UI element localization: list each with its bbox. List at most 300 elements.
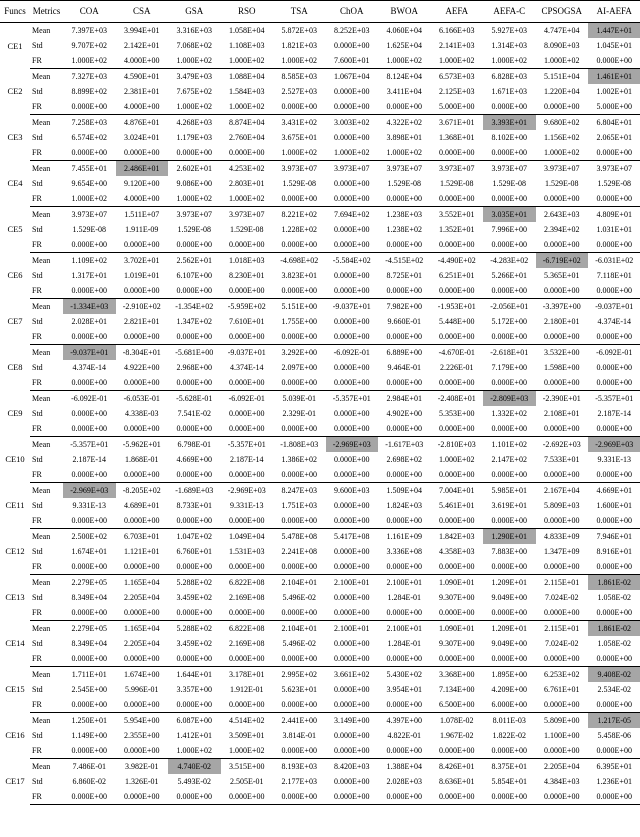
value-cell: 0.000E+00 xyxy=(431,743,484,759)
value-cell: 0.000E+00 xyxy=(326,789,379,805)
value-cell: 8.585E+03 xyxy=(281,71,317,81)
value-cell: -5.357E+01 xyxy=(70,439,109,449)
value-cell: 2.187E-14 xyxy=(229,454,264,464)
value-cell: 2.177E+03 xyxy=(281,776,317,786)
table-row xyxy=(0,176,640,191)
value-cell: 0.000E+00 xyxy=(273,237,326,253)
value-cell: 0.000E+00 xyxy=(116,513,169,529)
value-cell: 5.288E+02 xyxy=(176,577,212,587)
value-cell: 2.760E+04 xyxy=(229,132,265,142)
value-cell: 0.000E+00 xyxy=(229,408,265,418)
value-cell: 5.809E+00 xyxy=(544,715,580,725)
value-cell: -9.037E+01 xyxy=(332,301,371,311)
value-cell: 0.000E+00 xyxy=(326,283,379,299)
value-cell: 1.674E+00 xyxy=(124,669,160,679)
value-cell: 5.430E+02 xyxy=(386,669,422,679)
metric-name-cell: Std xyxy=(32,86,43,96)
value-cell: 1.090E+01 xyxy=(439,577,475,587)
metric-name-cell: FR xyxy=(30,513,63,529)
value-cell: 0.000E+00 xyxy=(431,237,484,253)
value-cell: 2.821E+01 xyxy=(124,316,160,326)
value-cell: 0.000E+00 xyxy=(431,145,484,161)
metric-name-cell: Mean xyxy=(32,209,51,219)
value-cell: -5.357E+01 xyxy=(332,393,371,403)
value-cell: 7.694E+02 xyxy=(334,209,370,219)
value-cell: 0.000E+00 xyxy=(536,421,589,437)
value-cell: 0.000E+00 xyxy=(63,697,116,713)
value-cell: 2.065E+01 xyxy=(596,132,632,142)
function-name-cell: CE5 xyxy=(7,224,23,235)
value-cell: 1.529E-08 xyxy=(72,224,107,234)
value-cell: 1.058E-02 xyxy=(597,638,632,648)
value-cell: 8.102E+00 xyxy=(491,132,527,142)
value-cell: 2.100E+01 xyxy=(386,577,422,587)
metric-name-cell: Std xyxy=(32,546,43,556)
value-cell: 0.000E+00 xyxy=(334,730,370,740)
value-cell: 0.000E+00 xyxy=(334,454,370,464)
value-cell: 0.000E+00 xyxy=(116,743,169,759)
value-cell: 0.000E+00 xyxy=(536,191,589,207)
value-cell: 1.332E+02 xyxy=(491,408,527,418)
value-cell: 1.317E+01 xyxy=(71,270,107,280)
value-cell: 3.982E-01 xyxy=(124,761,159,771)
column-header: GSA xyxy=(168,1,221,23)
value-cell: -5.681E+00 xyxy=(175,347,214,357)
table-row xyxy=(0,621,640,637)
value-cell: 0.000E+00 xyxy=(326,191,379,207)
value-cell: 4.374E-14 xyxy=(72,362,107,372)
value-cell: 7.675E+02 xyxy=(176,86,212,96)
table-row xyxy=(0,605,640,621)
value-cell: 2.108E+01 xyxy=(544,408,580,418)
function-name-cell: CE2 xyxy=(7,86,23,97)
value-cell: 1.895E+00 xyxy=(491,669,527,679)
value-cell: 0.000E+00 xyxy=(221,375,274,391)
best-value-cell: -9.037E+01 xyxy=(63,345,116,361)
value-cell: 2.279E+05 xyxy=(71,577,107,587)
value-cell: 2.643E+03 xyxy=(544,209,580,219)
value-cell: 3.552E+01 xyxy=(439,209,475,219)
column-header: Metrics xyxy=(30,1,63,23)
value-cell: 0.000E+00 xyxy=(116,789,169,805)
value-cell: 7.541E-02 xyxy=(177,408,212,418)
table-row xyxy=(0,23,640,39)
value-cell: 7.946E+01 xyxy=(596,531,632,541)
value-cell: 5.954E+00 xyxy=(124,715,160,725)
best-value-cell: 1.461E+01 xyxy=(588,69,640,85)
value-cell: 0.000E+00 xyxy=(63,559,116,575)
value-cell: 9.707E+02 xyxy=(71,40,107,50)
value-cell: 1.347E+09 xyxy=(544,546,580,556)
value-cell: 2.205E+04 xyxy=(124,592,160,602)
value-cell: 1.031E+01 xyxy=(596,224,632,234)
table-row xyxy=(0,207,640,223)
value-cell: 0.000E+00 xyxy=(63,283,116,299)
value-cell: 0.000E+00 xyxy=(326,467,379,483)
value-cell: 4.902E+00 xyxy=(386,408,422,418)
metric-name-cell: FR xyxy=(30,145,63,161)
value-cell: 9.049E+00 xyxy=(491,592,527,602)
table-row xyxy=(0,467,640,483)
value-cell: 0.000E+00 xyxy=(63,605,116,621)
value-cell: 3.149E+00 xyxy=(334,715,370,725)
value-cell: 1.149E+00 xyxy=(71,730,107,740)
value-cell: 1.531E+03 xyxy=(229,546,265,556)
value-cell: -5.584E+02 xyxy=(332,255,371,265)
value-cell: 4.876E+01 xyxy=(124,117,160,127)
metric-name-cell: Std xyxy=(32,362,43,372)
value-cell: 3.178E+01 xyxy=(229,669,265,679)
value-cell: 1.352E+01 xyxy=(439,224,475,234)
value-cell: 0.000E+00 xyxy=(483,467,536,483)
table-row xyxy=(0,314,640,329)
value-cell: 0.000E+00 xyxy=(431,559,484,575)
value-cell: 2.505E-01 xyxy=(229,776,264,786)
value-cell: 0.000E+00 xyxy=(168,789,221,805)
table-row xyxy=(0,391,640,407)
value-cell: 9.086E+00 xyxy=(176,178,212,188)
table-row xyxy=(0,483,640,499)
value-cell: 3.336E+08 xyxy=(386,546,422,556)
value-cell: -5.357E+01 xyxy=(227,439,266,449)
function-name-cell: CE4 xyxy=(7,178,23,189)
value-cell: 5.000E+00 xyxy=(588,99,640,115)
value-cell: 4.322E+02 xyxy=(386,117,422,127)
value-cell: 0.000E+00 xyxy=(168,651,221,667)
value-cell: -4.515E+02 xyxy=(385,255,424,265)
value-cell: 0.000E+00 xyxy=(334,270,370,280)
value-cell: 9.600E+03 xyxy=(334,485,370,495)
value-cell: 3.459E+02 xyxy=(176,638,212,648)
column-header: COA xyxy=(63,1,116,23)
column-header: CPSOGSA xyxy=(536,1,589,23)
value-cell: -1.617E+03 xyxy=(385,439,424,449)
value-cell: 3.509E+01 xyxy=(229,730,265,740)
metric-name-cell: Std xyxy=(32,408,43,418)
table-row xyxy=(0,84,640,99)
value-cell: 1.284E-01 xyxy=(387,592,422,602)
column-header: AEFA-C xyxy=(483,1,536,23)
table-row xyxy=(0,191,640,207)
value-cell: 3.661E+02 xyxy=(334,669,370,679)
value-cell: 8.011E-03 xyxy=(492,715,526,725)
table-body xyxy=(0,23,640,805)
value-cell: 1.674E+01 xyxy=(71,546,107,556)
value-cell: -5.628E-01 xyxy=(176,393,213,403)
metric-name-cell: FR xyxy=(30,283,63,299)
value-cell: 0.000E+00 xyxy=(273,283,326,299)
value-cell: 1.824E+03 xyxy=(386,500,422,510)
value-cell: 0.000E+00 xyxy=(326,99,379,115)
metric-name-cell: Std xyxy=(32,224,43,234)
best-value-cell: 1.290E+01 xyxy=(483,529,536,545)
value-cell: 3.316E+03 xyxy=(176,25,212,35)
value-cell: 2.355E+00 xyxy=(124,730,160,740)
value-cell: 7.455E+01 xyxy=(71,163,107,173)
value-cell: 5.266E+01 xyxy=(491,270,527,280)
value-cell: 6.087E+00 xyxy=(176,715,212,725)
value-cell: 1.220E+04 xyxy=(544,86,580,96)
value-cell: 0.000E+00 xyxy=(431,283,484,299)
value-cell: 1.047E+02 xyxy=(176,531,212,541)
value-cell: 0.000E+00 xyxy=(536,605,589,621)
value-cell: 1.058E-02 xyxy=(597,592,632,602)
value-cell: 1.121E+01 xyxy=(124,546,160,556)
metric-name-cell: Std xyxy=(32,684,43,694)
value-cell: 0.000E+00 xyxy=(431,789,484,805)
value-cell: 1.388E+04 xyxy=(386,761,422,771)
value-cell: 1.002E+01 xyxy=(596,86,632,96)
value-cell: 0.000E+00 xyxy=(483,375,536,391)
value-cell: 1.109E+02 xyxy=(71,255,107,265)
function-name-cell: CE11 xyxy=(5,500,25,511)
value-cell: 1.000E+02 xyxy=(63,53,116,69)
value-cell: -4.283E+02 xyxy=(490,255,529,265)
value-cell: 8.349E+04 xyxy=(71,638,107,648)
value-cell: 3.973E+07 xyxy=(386,163,422,173)
value-cell: -1.953E+01 xyxy=(437,301,476,311)
value-cell: 0.000E+00 xyxy=(326,513,379,529)
value-cell: 2.187E-14 xyxy=(72,454,107,464)
value-cell: 0.000E+00 xyxy=(378,421,431,437)
value-cell: 8.916E+01 xyxy=(596,546,632,556)
value-cell: 8.426E+01 xyxy=(439,761,475,771)
table-row xyxy=(0,529,640,545)
value-cell: 2.500E+02 xyxy=(71,531,107,541)
value-cell: 0.000E+00 xyxy=(71,408,107,418)
table-row xyxy=(0,268,640,283)
value-cell: 1.161E+09 xyxy=(386,531,422,541)
best-value-cell: 1.861E-02 xyxy=(588,621,640,637)
value-cell: 0.000E+00 xyxy=(221,145,274,161)
value-cell: 0.000E+00 xyxy=(273,743,326,759)
function-name-cell: CE9 xyxy=(7,408,23,419)
value-cell: 1.156E+02 xyxy=(544,132,580,142)
value-cell: 8.193E+03 xyxy=(281,761,317,771)
value-cell: 5.039E-01 xyxy=(282,393,317,403)
value-cell: 2.545E+00 xyxy=(71,684,107,694)
value-cell: 1.755E+00 xyxy=(281,316,317,326)
value-cell: 0.000E+00 xyxy=(483,605,536,621)
value-cell: 0.000E+00 xyxy=(378,605,431,621)
value-cell: 8.090E+03 xyxy=(544,40,580,50)
value-cell: 4.809E+01 xyxy=(596,209,632,219)
value-cell: 6.804E+01 xyxy=(596,117,632,127)
table-row xyxy=(0,161,640,177)
metric-name-cell: Std xyxy=(32,316,43,326)
best-value-cell: -1.334E+03 xyxy=(63,299,116,315)
value-cell: 0.000E+00 xyxy=(168,513,221,529)
value-cell: 1.067E+04 xyxy=(334,71,370,81)
value-cell: 1.209E+01 xyxy=(491,623,527,633)
value-cell: 9.120E+00 xyxy=(124,178,160,188)
column-header: RSO xyxy=(221,1,274,23)
value-cell: 0.000E+00 xyxy=(596,362,632,372)
value-cell: 0.000E+00 xyxy=(221,559,274,575)
metric-name-cell: FR xyxy=(30,53,63,69)
value-cell: 8.899E+02 xyxy=(71,86,107,96)
value-cell: 3.973E+07 xyxy=(544,163,580,173)
value-cell: 9.049E+00 xyxy=(491,638,527,648)
value-cell: 0.000E+00 xyxy=(378,651,431,667)
metric-name-cell: Std xyxy=(32,500,43,510)
value-cell: 5.172E+00 xyxy=(491,316,527,326)
value-cell: 0.000E+00 xyxy=(536,513,589,529)
table-row xyxy=(0,360,640,375)
value-cell: 0.000E+00 xyxy=(221,467,274,483)
table-row xyxy=(0,53,640,69)
value-cell: 1.000E+02 xyxy=(168,53,221,69)
column-header: AEFA xyxy=(431,1,484,23)
value-cell: 6.761E+01 xyxy=(544,684,580,694)
value-cell: 0.000E+00 xyxy=(221,697,274,713)
value-cell: 8.124E+04 xyxy=(386,71,422,81)
metric-name-cell: Mean xyxy=(32,393,51,403)
value-cell: 3.675E+01 xyxy=(281,132,317,142)
value-cell: 1.100E+00 xyxy=(544,730,580,740)
value-cell: 0.000E+00 xyxy=(334,362,370,372)
value-cell: 1.529E-08 xyxy=(177,224,212,234)
function-name-cell: CE3 xyxy=(7,132,23,143)
metric-name-cell: FR xyxy=(30,99,63,115)
value-cell: 0.000E+00 xyxy=(588,375,640,391)
table-row xyxy=(0,667,640,683)
table-row xyxy=(0,375,640,391)
value-cell: 1.000E+02 xyxy=(536,145,589,161)
value-cell: -2.390E+01 xyxy=(542,393,581,403)
value-cell: 1.000E+02 xyxy=(326,145,379,161)
function-name-cell: CE1 xyxy=(7,40,23,51)
value-cell: 0.000E+00 xyxy=(168,237,221,253)
value-cell: 0.000E+00 xyxy=(221,237,274,253)
metric-name-cell: FR xyxy=(30,789,63,805)
value-cell: 0.000E+00 xyxy=(483,789,536,805)
value-cell: 0.000E+00 xyxy=(273,513,326,529)
value-cell: 0.000E+00 xyxy=(168,467,221,483)
value-cell: 0.000E+00 xyxy=(168,329,221,345)
table-row xyxy=(0,651,640,667)
value-cell: -6.092E-01 xyxy=(333,347,370,357)
value-cell: 2.169E+08 xyxy=(229,592,265,602)
value-cell: 6.822E+08 xyxy=(229,623,265,633)
value-cell: 5.461E+01 xyxy=(439,500,475,510)
value-cell: 5.417E+08 xyxy=(334,531,370,541)
metric-name-cell: FR xyxy=(30,605,63,621)
value-cell: 5.872E+03 xyxy=(281,25,317,35)
value-cell: 8.420E+03 xyxy=(334,761,370,771)
value-cell: -2.618E+01 xyxy=(490,347,529,357)
value-cell: 1.911E-09 xyxy=(125,224,159,234)
value-cell: 0.000E+00 xyxy=(483,237,536,253)
value-cell: 9.654E+00 xyxy=(71,178,107,188)
value-cell: 1.912E-01 xyxy=(229,684,264,694)
value-cell: 8.733E+01 xyxy=(176,500,212,510)
value-cell: 1.644E+01 xyxy=(176,669,212,679)
value-cell: 2.028E+03 xyxy=(386,776,422,786)
value-cell: -6.053E-01 xyxy=(123,393,160,403)
value-cell: 0.000E+00 xyxy=(483,191,536,207)
value-cell: 0.000E+00 xyxy=(588,559,640,575)
value-cell: 0.000E+00 xyxy=(536,697,589,713)
value-cell: 3.411E+04 xyxy=(386,86,422,96)
value-cell: 1.529E-08 xyxy=(229,224,264,234)
value-cell: 5.151E+04 xyxy=(544,71,580,81)
metric-name-cell: Mean xyxy=(32,163,51,173)
value-cell: 4.060E+04 xyxy=(386,25,422,35)
value-cell: -6.031E+02 xyxy=(595,255,634,265)
value-cell: 1.000E+02 xyxy=(483,53,536,69)
value-cell: 0.000E+00 xyxy=(334,408,370,418)
value-cell: 5.365E+01 xyxy=(544,270,580,280)
value-cell: 5.496E-02 xyxy=(282,638,317,648)
table-row xyxy=(0,237,640,253)
metric-name-cell: Mean xyxy=(32,71,51,81)
value-cell: 4.253E+02 xyxy=(229,163,265,173)
value-cell: 0.000E+00 xyxy=(168,697,221,713)
value-cell: 3.973E+07 xyxy=(71,209,107,219)
metric-name-cell: FR xyxy=(30,559,63,575)
value-cell: 0.000E+00 xyxy=(536,559,589,575)
value-cell: 0.000E+00 xyxy=(334,638,370,648)
table-row xyxy=(0,682,640,697)
value-cell: 4.669E+00 xyxy=(176,454,212,464)
table-row xyxy=(0,544,640,559)
value-cell: 1.101E+02 xyxy=(491,439,527,449)
value-cell: 1.529E-08 xyxy=(439,178,474,188)
value-cell: 2.169E+08 xyxy=(229,638,265,648)
value-cell: 1.228E+02 xyxy=(281,224,317,234)
value-cell: 0.000E+00 xyxy=(116,651,169,667)
value-cell: 1.238E+02 xyxy=(386,224,422,234)
value-cell: 0.000E+00 xyxy=(334,40,370,50)
value-cell: 5.927E+03 xyxy=(491,25,527,35)
value-cell: 0.000E+00 xyxy=(334,592,370,602)
value-cell: 7.068E+02 xyxy=(176,40,212,50)
value-cell: 3.973E+07 xyxy=(176,209,212,219)
value-cell: 9.307E+00 xyxy=(439,638,475,648)
table-row xyxy=(0,283,640,299)
metric-name-cell: FR xyxy=(30,237,63,253)
value-cell: 4.000E+00 xyxy=(116,53,169,69)
value-cell: 4.384E+03 xyxy=(544,776,580,786)
value-cell: 0.000E+00 xyxy=(378,789,431,805)
value-cell: 0.000E+00 xyxy=(536,651,589,667)
value-cell: 0.000E+00 xyxy=(536,375,589,391)
value-cell: 0.000E+00 xyxy=(326,743,379,759)
value-cell: 5.000E+00 xyxy=(431,99,484,115)
value-cell: 0.000E+00 xyxy=(326,651,379,667)
value-cell: 1.000E+02 xyxy=(378,53,431,69)
value-cell: 0.000E+00 xyxy=(63,743,116,759)
value-cell: 1.598E+00 xyxy=(544,362,580,372)
value-cell: 0.000E+00 xyxy=(483,559,536,575)
value-cell: 6.828E+03 xyxy=(491,71,527,81)
value-cell: -9.037E+01 xyxy=(227,347,266,357)
value-cell: 9.680E+02 xyxy=(544,117,580,127)
metric-name-cell: Std xyxy=(32,178,43,188)
value-cell: 1.250E+01 xyxy=(71,715,107,725)
value-cell: 1.000E+02 xyxy=(431,53,484,69)
value-cell: 9.464E-01 xyxy=(387,362,422,372)
value-cell: 1.165E+04 xyxy=(124,577,160,587)
best-value-cell: -2.969E+03 xyxy=(588,437,640,453)
value-cell: 2.147E+02 xyxy=(491,454,527,464)
metric-name-cell: Std xyxy=(32,776,43,786)
value-cell: 1.347E+02 xyxy=(176,316,212,326)
value-cell: 4.822E-01 xyxy=(387,730,422,740)
value-cell: 4.833E+09 xyxy=(544,531,580,541)
value-cell: 0.000E+00 xyxy=(588,513,640,529)
